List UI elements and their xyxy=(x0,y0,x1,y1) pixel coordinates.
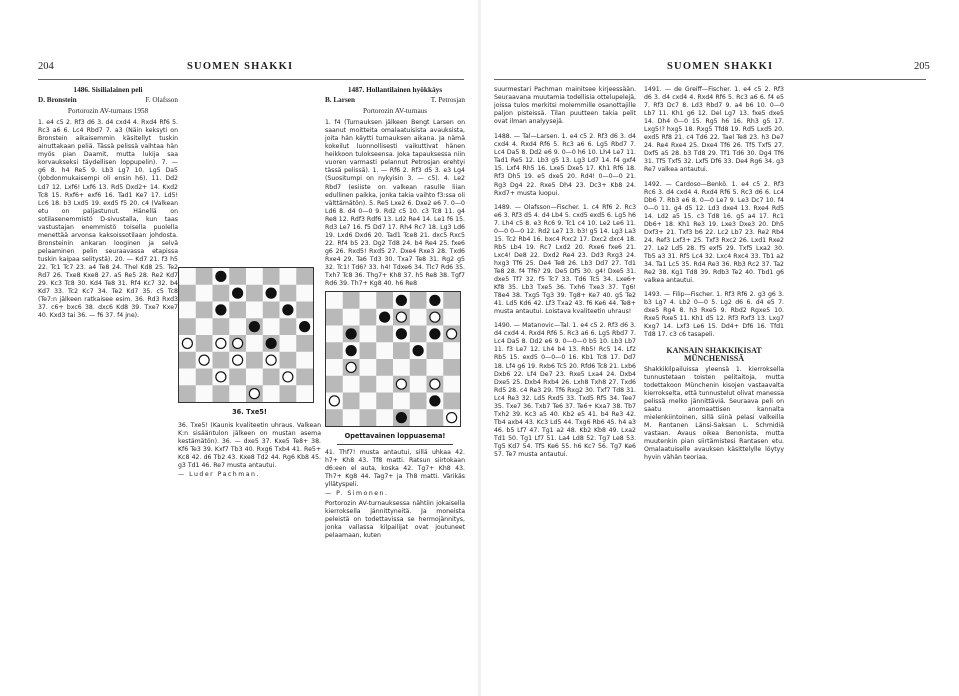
right-page xyxy=(480,0,959,696)
dark-square xyxy=(179,285,196,302)
dark-square xyxy=(196,335,213,352)
game-1493-text: 1493. — Filip—Fischer. 1. Rf3 Rf6 2. g3 g6 3. b3 Lg7 4. Lb2 0—0 5. Lg2 d6 6. d4 e5 7. dxe5 Rg4 8. h3 Rxe5 9. Rbd2 Rgxe5 10. Rxe5 Rxe5 11. Kh1 d5 12. Rf3 Rxf3 13. Lxg7 Kxg7 14. Lxf3 Le6 15. Dd4+ Df6 16. Tfd1 Td8 17. c3 c6 tasapeli. xyxy=(644,291,784,339)
dark-square xyxy=(229,369,246,386)
dark-square xyxy=(246,352,263,369)
game-1489-text: 1489. — Olafsson—Fischer. 1. c4 Rf6 2. Rc3 e6 3. Rf3 d5 4. d4 Lb4 5. cxd5 exd5 6. Lg5 h6 7. Lh4 c5 8. e3 Rc6 9. Tc1 c4 10. Le2 Le6 11. 0—0 0—0 12. Rd2 Le7 13. b3! g5 14. Lg3 La3 15. Tc2 Rb4 16. bxc4 Rxc2 17. Dxc2 dxc4 18. Rb5 Lb4 19. Rc7 Lxd2 20. Rxe6 fxe6 21. Lxc4! De8 22. Dxd2 Re4 23. Dd3 Rxg3 24. hxg3 Tf6 25. De4 Te8 26. Lb3 Dd7 27. Td1 Te8 28. f4 Tf6? 29. De5 Df5 30. g4! Dxe5 31. dxe5 Tf7 32. f5 Tc7 33. Td6 Tc5 34. Lxe6+ Kf8 35. Lb3 Txe5 36. Txh6 Txe3 37. Tg6! T8e4 38. Txg5 Tg3 39. Tg8+ Ke7 40. g5 Te2 41. Ld5 Kd6 42. Lf3 Txa2 43. f6 Ke6 44. Te8+ musta antautui. Loistava kvaliteetin uhraus! xyxy=(494,203,636,316)
diagram-caption: Opettavainen loppuasema! xyxy=(344,432,446,441)
page-number: 205 xyxy=(914,61,930,72)
section-heading: KANSAIN SHAKKIKISAT MÜNCHENISSÄ xyxy=(666,346,762,364)
dark-square xyxy=(296,268,313,285)
white-piece-icon xyxy=(266,355,276,365)
black-piece-icon xyxy=(430,295,440,305)
white-piece-icon xyxy=(447,329,457,339)
dark-square xyxy=(343,292,360,309)
game-1492-text: 1492. — Cardoso—Benkö. 1. e4 c5 2. Rf3 Rc6 3. d4 cxd4 4. Rxd4 Rf6 5. Rc3 d6 6. Lc4 Db6 7. Rb3 e6 8. 0—0 Le7 9. Le3 Dc7 10. f4 0—0 11. g4 d5 12. Ld3 dxe4 13. Rxe4 Rd5 14. Ld2 a5 15. c3 Td8 16. g5 a4 17. Rc1 Db6+ 18. Kh1 Re3 19. Lxe3 Dxe3 20. Dh5 Dxf3+ 21. Txf3 b6 22. Lc2 Lb7 23. Re2 Rb4 24. Ref3 Lxf3+ 25. Txf3 Rxc2 26. Lxd1 Rxe2 27. Le2 Ld5 28. f5 exf5 29. Txf5 Lxa2 30. Tb5 a3 31. Rf5 Lc4 32. Lxc4 Rxc4 33. Tb1 a2 34. Ta1 Lc5 35. Rd4 Re3 36. Rb3 Rc2 37. Ta2 Re2 38. Kg1 Td8 39. Rdb3 Te2 40. Tbd1 g6 valkea antautui. xyxy=(644,180,784,285)
game-1488-text: 1488. — Tal—Larsen. 1. e4 c5 2. Rf3 d6 3. d4 cxd4 4. Rxd4 Rf6 5. Rc3 a6 6. Lg5 Rbd7 7. Lc4 Da5 8. Dd2 e6 9. 0—0 h6 10. Lh4 Le7 11. Tad1 Re5 12. Lb3 g5 13. Lg3 Ld7 14. f4 gxf4 15. Lxf4 Rh5 16. Lxe5 Dxe5 17. Kh1 Rf6 18. Rf3 Dh5 19. e5 dxe5 20. Rd4! 0—0—0 21. Rg3 Dg4 22. Rxe5 Dh4 23. Dc3+ Kb8 24. Rxd7+ musta luopui. xyxy=(494,133,636,197)
dark-square xyxy=(410,393,427,410)
black-piece-icon xyxy=(380,312,390,322)
white-piece-icon xyxy=(283,372,293,382)
header-rule xyxy=(38,79,464,80)
caption-rule xyxy=(337,444,453,445)
annotator-signature: — Luder Pachman. xyxy=(178,471,260,479)
dark-square xyxy=(229,302,246,319)
white-piece-icon xyxy=(396,379,406,389)
right-page-header xyxy=(480,61,959,75)
game-title: 1486. Sisilialainen peli xyxy=(73,86,143,94)
dark-square xyxy=(443,292,460,309)
white-piece-icon xyxy=(233,338,243,348)
dark-square xyxy=(376,359,393,376)
dark-square xyxy=(296,335,313,352)
dark-square xyxy=(376,292,393,309)
column-empty xyxy=(792,86,932,690)
dark-square xyxy=(360,309,377,326)
left-page-header xyxy=(0,61,480,75)
game-continuation-text: 36. Txe5! (Kaunis kvaliteetin uhraus. Valkean K:n sisääntulon jälkeen on mustan asema kestämätön). 36. — dxe5 37. Kxe5 Te8+ 38. Kf6 Te3 39. Kxf7 Tb3 40. Rxg6 Txb4 41. Re5+ Kc8 42. d6 Tb2 43. Kxe8 Td2 44. Rg6 Kb8 45. g3 Td1 46. Re7 musta antautui. xyxy=(178,422,321,470)
dark-square xyxy=(263,369,280,386)
black-piece-icon xyxy=(283,305,293,315)
column-game-1486 xyxy=(38,86,178,690)
black-player: T. Petrosjan xyxy=(430,96,465,105)
article-text: Shakkikilpailuissa yleensä 1. kierroksella tunnustetaan toisten pelitaitoja, mutta todettakoon Münchenin kisojen vastaavalta kierrokselta, että tunnustelut olivat manessa pelissä melko jännittäviä. Seuraava peli on saatu anomaattisen kannalta mielenkiintoinen, sillä siinä pelasi valkeilla M. Rantanen Länsi-Saksan L. Schmidiä vastaan. Avaus oikea Benonista, mutta muutenkin pian siirtämistesi Rantasen etu. Omalaatuiselle avauksen käsittelylle löytyy hyvin vähän teoriaa. xyxy=(644,365,784,462)
game-continuation-text: 41. Thf7! musta antautui, sillä uhkaa 42. h7+ Kh8 43. Tf8 matti. Ratsun siirtokaan d6:een el auta, koska 42. Tg7+ Kh8 43. Th7+ Kg8 44. Tag7+ ja Th8 matti. Värikäs yllätyspeli. xyxy=(325,449,465,489)
white-piece-icon xyxy=(430,379,440,389)
dark-square xyxy=(296,369,313,386)
dark-square xyxy=(427,342,444,359)
dark-square xyxy=(179,352,196,369)
event-line: Portorozin AV-turnaus xyxy=(362,107,428,116)
black-piece-icon xyxy=(430,329,440,339)
dark-square xyxy=(280,285,297,302)
players-line xyxy=(325,96,465,104)
column-games-1491-1493 xyxy=(644,86,784,690)
dark-square xyxy=(360,342,377,359)
dark-square xyxy=(343,393,360,410)
dark-square xyxy=(443,393,460,410)
dark-square xyxy=(246,285,263,302)
dark-square xyxy=(179,385,196,402)
white-piece-icon xyxy=(447,413,457,423)
dark-square xyxy=(427,409,444,426)
dark-square xyxy=(296,302,313,319)
dark-square xyxy=(360,376,377,393)
dark-square xyxy=(360,409,377,426)
white-piece-icon xyxy=(182,338,192,348)
game-title: 1487. Hollantilainen hyökkäys xyxy=(347,86,443,94)
dark-square xyxy=(376,326,393,343)
white-piece-icon xyxy=(346,362,356,372)
dark-square xyxy=(213,385,230,402)
article-text: Portorozin AV-turnauksessa nähtiin jokaisella kierroksella jännittyneitä. Ja moneista peleistä on todettavissa se hermojännitys, jonka vallassa kilpailijat ovat joutuneet pelaamaan, kuten xyxy=(325,499,465,539)
white-piece-icon xyxy=(216,338,226,348)
event-line: Portorozin AV-turnaus 1958 xyxy=(67,107,149,116)
dark-square xyxy=(326,376,343,393)
page-number: 204 xyxy=(38,61,54,72)
dark-square xyxy=(263,268,280,285)
dark-square xyxy=(196,302,213,319)
white-piece-icon xyxy=(329,396,339,406)
chessboard-diagram-1487 xyxy=(325,291,461,427)
dark-square xyxy=(326,409,343,426)
dark-square xyxy=(263,302,280,319)
dark-square xyxy=(213,352,230,369)
game-1490-text: 1490. — Matanovic—Tal. 1. e4 c5 2. Rf3 d6 3. d4 cxd4 4. Rxd4 Rf6 5. Rc3 a6 6. Lg5 Rbd7 7. Lc4 Da5 8. Dd2 e6 9. 0—0—0 b5 10. Lb3 Lb7 11. f3 Le7 12. Lh4 b4 13. Rb5! Rc5 14. Lf2 Rb5 15. exd5 0—0—0 16. Kb1 Tc8 17. Dd7 18. Lf4 g6 19. Rxb6 Tc5 20. Rfd6 Tc8 21. Lxb6 Dxb6 22. Lf4 De7 23. Rxe5 Lxa4 24. Dxb4 Dxe5 25. Dxb4 Rxb4 26. Lxh8 Txh8 27. Txd6 Rd5 28. c4 Re3 29. Tf6 Rxg2 30. Txf7 Td8 31. Lc4 Re3 32. Ld5 Rxd5 33. Txd5 Rf5 34. Tee7 35. Txe7 36. Txb7 Te6 37. Te6+ Kxa7 38. Tb7 Txh2 39. Kc3 a5 40. Kb2 e5 41. b4 Re3 42. Tb4 axb4 43. Kc3 Ld5 44. Txg6 Rb6 45. h4 a3 46. b5 Lf7 47. Tg1 a2 48. Kb2 Kb8 49. Lxa2 Td1 50. Tg1 Lf7 51. La4 Ld8 52. Tg7 Le8 53. Tg5 Kd7 54. Tf5 Ke6 55. h6 Kc7 56. Tg7 Ke6 57. Te7 musta antautui. xyxy=(494,322,636,459)
header-rule xyxy=(494,79,926,80)
white-player: D. Bronstein xyxy=(38,96,77,105)
dark-square xyxy=(410,326,427,343)
white-player: B. Larsen xyxy=(325,96,355,105)
black-piece-icon xyxy=(249,322,259,332)
dark-square xyxy=(229,268,246,285)
game-moves-text: 1. e4 c5 2. Rf3 d6 3. d4 cxd4 4. Rxd4 Rf6 5. Rc3 a6 6. Lc4 Rbd7 7. a3 (Näin keksyti on Bronstein aikaisemmin käsitellyt tuskin ainuttakaan peliä. Tässä pelissä vaihtaa hän myös pian Daamit, mutta lukija saa korvaukseksi täydellisen loppupelin). 7. — g6 8. h4 Re5 9. Lb3 Lg7 10. Lg5 Da5 (Jobdonmukaisempi oli ensin h6). 11. Dd2 Ld7 12. Lxf6! Lxf6 13. Rd5 Dxd2+ 14. Kxd2 Tc8 15. Rxf6+ exf6 16. Tad1 Ke7 17. Ld5! Lc6 18. b3 Lxd5 19. exd5 f5 20. c4 (Valkean etu on paljastunut. Hänellä on sotilasenemmistö D-sivustalla, kun taas vastustajan enemmistö toisella puolella menettää arvonsa kaksoissotilaan johdosta. Bronsteinin ankaran looginen ja selvä pelaaminen pelin seuraavassa etapissa tuskin kaipaa selitystä). 20. — Kd7 21. f3 h5 22. Tc1 Tc7 23. a4 Te8 24. Thel Kd8 25. Te2 Rd7 26. Txe8 Kxe8 27. a5 Re5 28. Re2 Kd7 29. Kc3 Tc8 30. Kd4 Te8 31. Rf4 Kc7 32. b4 Kd7 33. Tc2 Kc7 34. Te2 Kd7 35. c5 Tc8 (Te7:n jälkeen ratkaisee esim. 36. Rd3 Rxd3 37. c6+ bxc6 38. dxc6 Kd8 39. Txe7 Kxe7 40. Kxd3 tai 36. — f6 37. f4 jne). xyxy=(38,119,178,320)
white-piece-icon xyxy=(233,355,243,365)
black-piece-icon xyxy=(266,338,276,348)
dark-square xyxy=(443,359,460,376)
black-piece-icon xyxy=(346,329,356,339)
dark-square xyxy=(179,318,196,335)
white-piece-icon xyxy=(216,372,226,382)
dark-square xyxy=(280,385,297,402)
black-piece-icon xyxy=(300,322,310,332)
dark-square xyxy=(196,369,213,386)
black-piece-icon xyxy=(430,396,440,406)
dark-square xyxy=(393,342,410,359)
players-line xyxy=(38,96,178,104)
black-piece-icon xyxy=(396,329,406,339)
dark-square xyxy=(326,342,343,359)
dark-square xyxy=(213,285,230,302)
dark-square xyxy=(410,359,427,376)
running-title: SUOMEN SHAKKI xyxy=(667,61,774,72)
column-games-1488-1490 xyxy=(494,86,636,690)
white-piece-icon xyxy=(249,389,259,399)
column-game-1487 xyxy=(325,86,465,690)
dark-square xyxy=(376,393,393,410)
chess-diagram xyxy=(325,291,465,430)
dark-square xyxy=(213,318,230,335)
game-moves-text: 1. f4 (Turnauksen jälkeen Bengt Larsen on saanut moitteita omalaatuisista avauksista, joita hän käytti turnauksen aikana. Ja nämä kokeilut luonnollisesti vaikuttivat hänen heikkoon tulokseensa. Joka tapauksessa niin vuoren varmasti pelannut Petrosjan erehtyi tässä pelissä). 1. — Rf6 2. Rf3 d5 3. e3 Lg4 (Suositumpi on nykyisin 3. — c5). 4. Le2 Rbd7 (esiiste on valkean rasulle liian edullinen paikka, jonka takia vaihto f3:ssa oli välttämätön). 5. Re5 Lxe2 6. Dxe2 e6 7. 0—0 Ld6 8. d4 0—0 9. Rd2 c5 10. c3 Tc8 11. g4 Re8 12. Rdf3 Rdf6 13. Ld2 Re4 14. Le1 f6 15. Rd3 Le7 16. f5 Dd7 17. Rh4 Rc7 18. Lg3 Ld6 19. Lxd6 Dxd6 20. Tad1 Tce8 21. dxc5 Rxc5 22. Rf4 b5 23. Dg2 Td8 24. b4 Re4 25. fxe6 g6 26. Rxd5! Rxd5 27. Dxe4 Rxe3 28. Txd6 Rxe4 29. Ta6 Td3 30. Txa7 Te8 31. Rg2 g5 32. Tc1! Td6? 33. h4! Tdxe6 34. Tlc7 Rd6 35. Txh7 Tc8 36. Thg7+ Kh8 37. h5 Re8 38. Tgf7 Rd6 39. Th7+ Kg8 40. h6 Re8 xyxy=(325,119,465,288)
black-piece-icon xyxy=(266,288,276,298)
running-title: SUOMEN SHAKKI xyxy=(187,61,294,72)
dark-square xyxy=(280,352,297,369)
black-piece-icon xyxy=(413,346,423,356)
black-piece-icon xyxy=(233,288,243,298)
column-diagram-1486 xyxy=(178,86,321,690)
game-1491-text: 1491. — de Greiff—Fischer. 1. e4 c5 2. Rf3 d6 3. d4 cxd4 4. Rxd4 Rf6 5. Rc3 a6 6. f4 e5 7. Rf3 Dc7 8. Ld3 Rbd7 9. a4 b6 10. 0—0 Lb7 11. Kh1 g6 12. Del Lg7 13. fxe5 dxe5 14. Dh4 0—0 15. Rg5 h6 16. Rh3 g5 17. Lxg5!? hxg5 18. Rxg5 Tfd8 19. Rd5 Lxd5 20. exd5 Rf8 21. c4 Td6 22. Tael Te8 23. h3 De7 24. Re4 Rxe4 25. Dxe4 Tf6 26. Tf5 Txf5 27. Dxf5 a5 28. b3 Td8 29. Tf1 Td6 30. Dg4 Tf6 31. Tf5 Txf5 32. Lxf5 Df6 33. De4 Rg6 34. g3 Re7 valkea antautui. xyxy=(644,86,784,174)
annotator-signature: — P. Simonen. xyxy=(325,490,389,498)
dark-square xyxy=(280,318,297,335)
black-piece-icon xyxy=(216,271,226,281)
dark-square xyxy=(410,292,427,309)
article-text: suurmestari Pachman mainitsee kirjeessään. Seuraavana muutamia todellisia ottelupelejä, joissa tulos merkitsi molemmille osanottajille paljon pisteissä. Tilan puutteen takia pelit ovat ilman analyysejä. xyxy=(494,86,636,126)
black-piece-icon xyxy=(346,346,356,356)
dark-square xyxy=(196,268,213,285)
chess-diagram xyxy=(178,267,321,406)
black-piece-icon xyxy=(396,295,406,305)
white-piece-icon xyxy=(199,355,209,365)
white-piece-icon xyxy=(396,312,406,322)
dark-square xyxy=(326,309,343,326)
black-piece-icon xyxy=(216,305,226,315)
black-piece-icon xyxy=(396,413,406,423)
black-player: F. Olafsson xyxy=(145,96,178,105)
chessboard-diagram-1486 xyxy=(178,267,314,403)
diagram-caption: 36. Txe5! xyxy=(232,408,267,417)
white-piece-icon xyxy=(430,312,440,322)
